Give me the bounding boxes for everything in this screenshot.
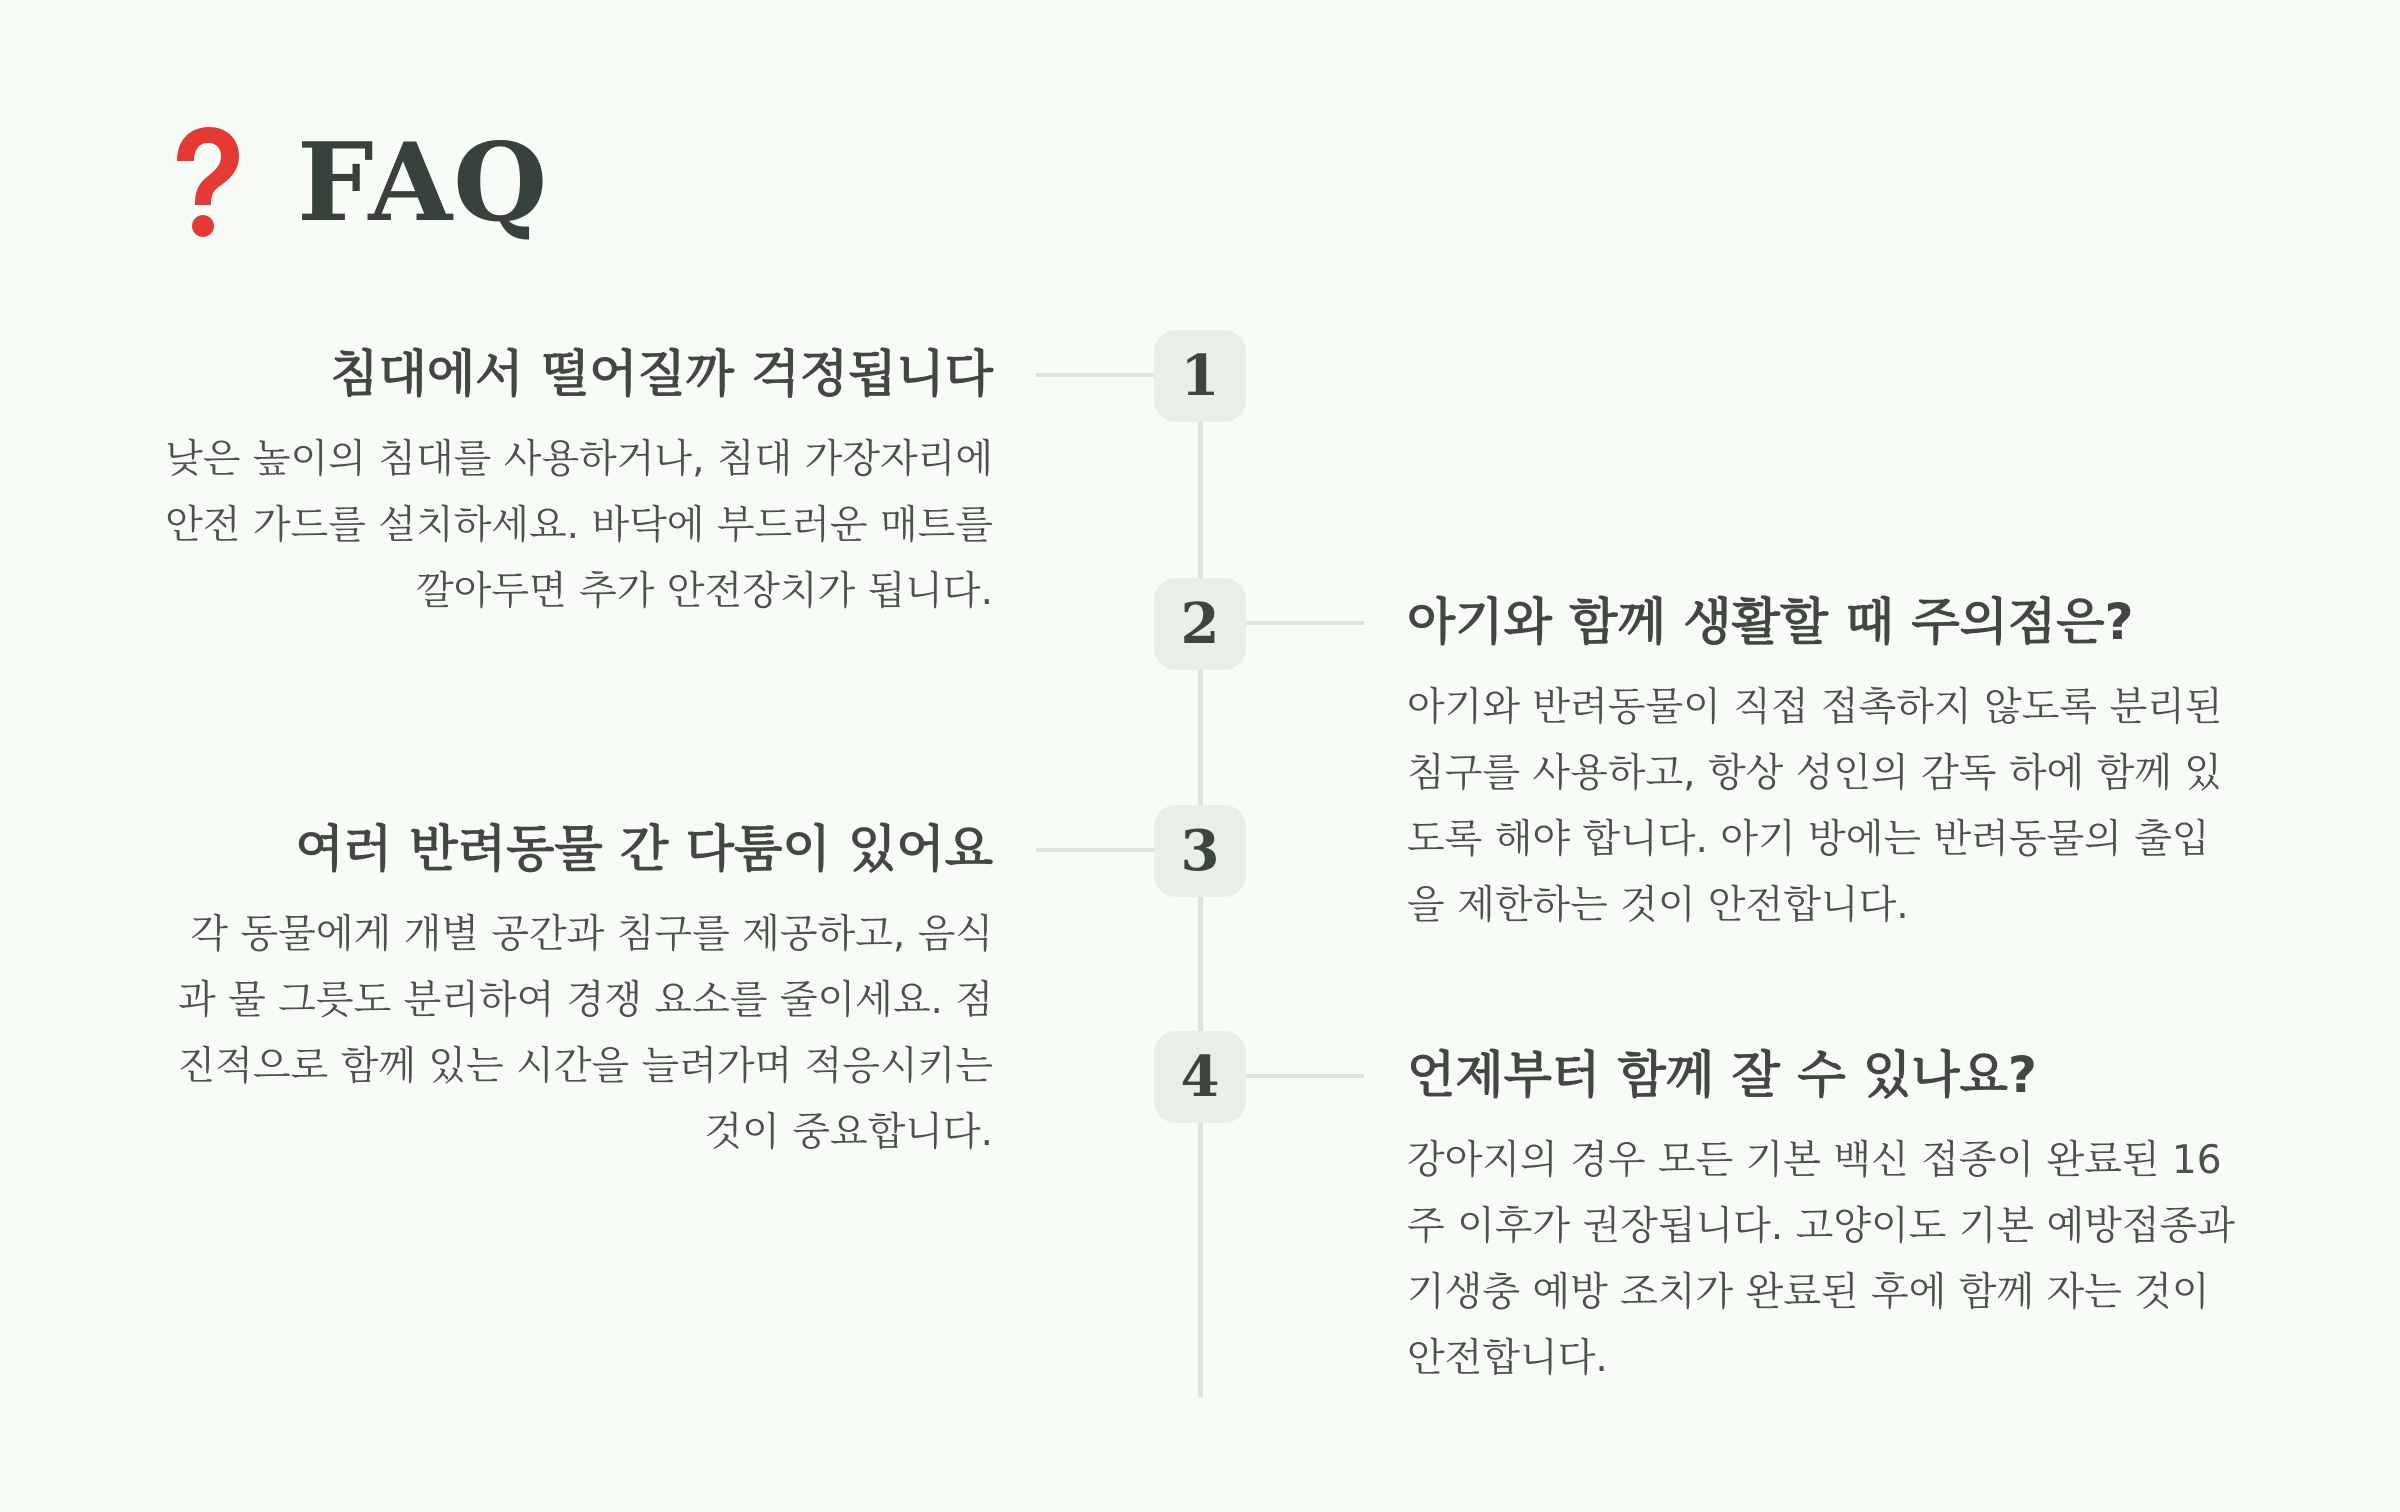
faq-question: 여러 반려동물 간 다툼이 있어요: [295, 820, 993, 878]
faq-item-2: [1407, 589, 2237, 939]
connector-4: [1246, 1074, 1364, 1078]
step-number-badge: 1: [1154, 330, 1246, 422]
faq-answer: 아기와 반려동물이 직접 접촉하지 않도록 분리된 침구를 사용하고, 항상 성인의 감독 하에 함께 있도록 해야 합니다. 아기 방에는 반려동물의 출입을 제한하는 것이 안전합니다.: [1407, 685, 2223, 928]
connector-2: [1246, 621, 1364, 625]
step-number-badge: 3: [1154, 805, 1246, 897]
connector-1: [1036, 373, 1154, 377]
faq-item-1: [163, 341, 993, 625]
faq-answer: 강아지의 경우 모든 기본 백신 접종이 완료된 16주 이후가 권장됩니다. 고양이도 기본 예방접종과 기생충 예방 조치가 완료된 후에 함께 자는 것이 안전합니다.: [1407, 1138, 2235, 1381]
step-number-badge: 2: [1154, 578, 1246, 670]
faq-item-3: [163, 816, 993, 1166]
page-title: FAQ: [297, 120, 549, 246]
faq-question: 아기와 함께 생활할 때 주의점은?: [1407, 593, 2134, 651]
red-question-mark-icon: [165, 123, 245, 243]
faq-item-4: [1407, 1042, 2237, 1392]
faq-question: 언제부터 함께 잘 수 있나요?: [1407, 1046, 2037, 1104]
step-number-badge: 4: [1154, 1031, 1246, 1123]
faq-header: [165, 118, 548, 248]
faq-answer: 각 동물에게 개별 공간과 침구를 제공하고, 음식과 물 그릇도 분리하여 경쟁 요소를 줄이세요. 점진적으로 함께 있는 시간을 늘려가며 적응시키는 것이 중요합니다.: [177, 912, 993, 1155]
faq-answer: 낮은 높이의 침대를 사용하거나, 침대 가장자리에 안전 가드를 설치하세요. 바닥에 부드러운 매트를 깔아두면 추가 안전장치가 됩니다.: [165, 437, 993, 614]
connector-3: [1036, 848, 1154, 852]
faq-question: 침대에서 떨어질까 걱정됩니다: [330, 345, 993, 403]
